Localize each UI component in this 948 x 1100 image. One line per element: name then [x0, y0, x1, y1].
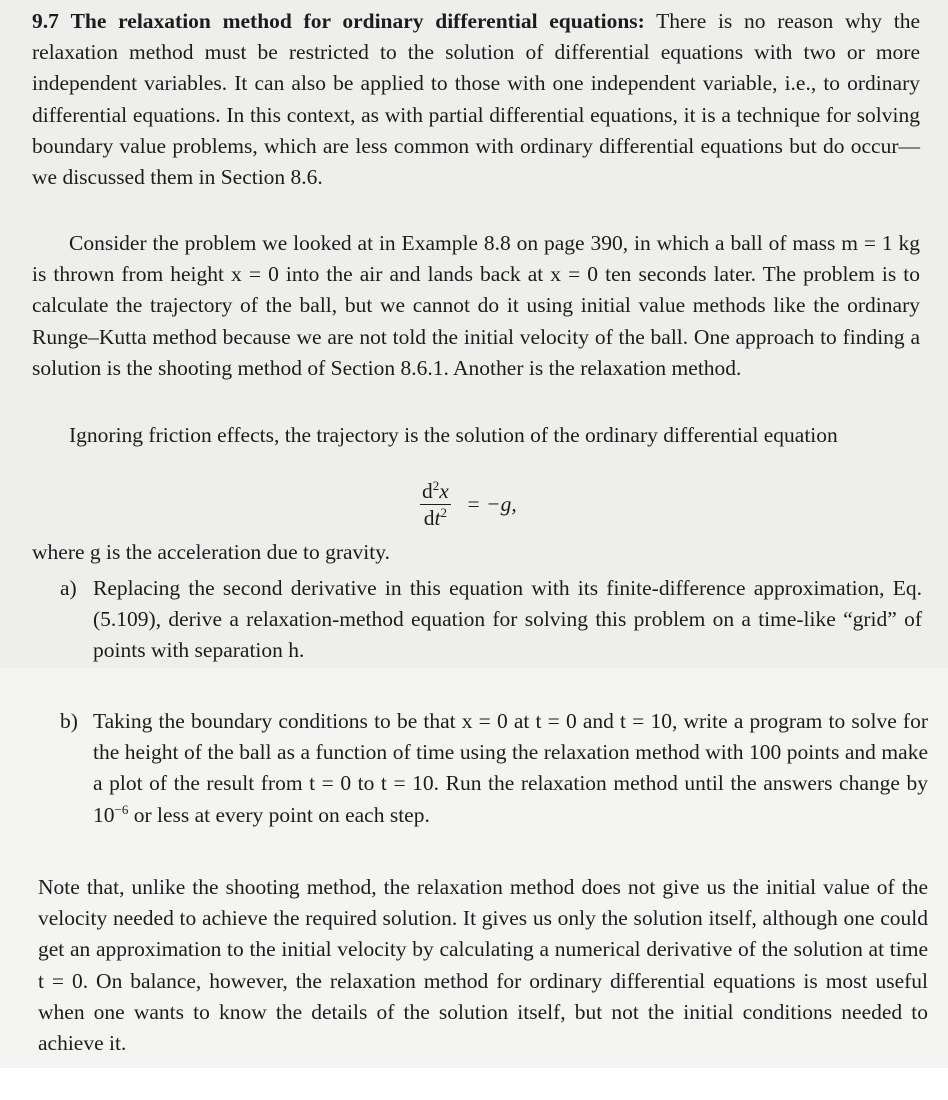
note-paragraph: Note that, unlike the shooting method, the relaxation method does not give us the initial value of the velocity needed to achieve the required solution. It gives us only the solution itself, although one could get an approximation to the initial velocity by calculating a numerical derivative of the solution at time t = 0. On balance, however, the relaxation method for ordinary differential equations is most useful when one wants to know the details of the solution itself, but not the initial conditions needed to achieve it. — [38, 875, 928, 1056]
part-a — [60, 573, 922, 667]
part-b-text-end: or less at every point on each step. — [128, 802, 430, 827]
part-b-label: b) — [60, 709, 78, 733]
exercise-number: 9.7 — [32, 9, 59, 33]
exercise-title: The relaxation method for ordinary differential equations: — [70, 9, 645, 33]
paragraph-problem: Consider the problem we looked at in Example 8.8 on page 390, in which a ball of mass m = 1 kg is thrown from height x = 0 into the air and lands back at x = 0 ten seconds later. The problem is to calculate the trajectory of the ball, but we cannot do it using initial value methods like the ordinary Runge–Kutta method because we are not told the initial velocity of the ball. One approach to finding a solution is the shooting method of Section 8.6.1. Another is the relaxation method. — [32, 231, 920, 380]
equation-denominator: $dt^2$ — [423, 504, 448, 530]
exercise-intro — [32, 6, 920, 193]
equation-display — [420, 478, 517, 531]
equation-fraction — [420, 478, 451, 531]
part-b-text: Taking the boundary conditions to be that x = 0 at t = 0 and t = 10, write a program to solve for the height of the ball as a function of time using the relaxation method with 100 points and make a plot of the result from t = 0 to t = 10. Run the relaxation method until the answers change by 10 — [93, 709, 928, 827]
scan-footer — [0, 1068, 948, 1100]
part-b-exponent: −6 — [114, 801, 129, 817]
part-b — [60, 706, 928, 831]
equation-rhs: = −g, — [466, 492, 517, 516]
part-a-label: a) — [60, 576, 77, 600]
exercise-intro-text: There is no reason why the relaxation method must be restricted to the solution of differential equations with two or more independent variables. It can also be applied to those with one independent variable, i.e., to ordinary differential equations. In this context, as with partial differential equations, it is a technique for solving boundary value problems, which are less common with ordinary differential equations but do occur—we discussed them in Section 8.6. — [32, 9, 920, 190]
paragraph-equation-intro: Ignoring friction effects, the trajectory is the solution of the ordinary differential equation — [69, 423, 838, 447]
equation-numerator: $d^2x$ — [422, 477, 449, 503]
paragraph-gravity: where g is the acceleration due to gravity. — [32, 540, 390, 564]
part-a-text: Replacing the second derivative in this equation with its finite-difference approximation, Eq. (5.109), derive a relaxation-method equation for solving this problem on a time-like “grid” of points with separation h. — [93, 576, 922, 663]
